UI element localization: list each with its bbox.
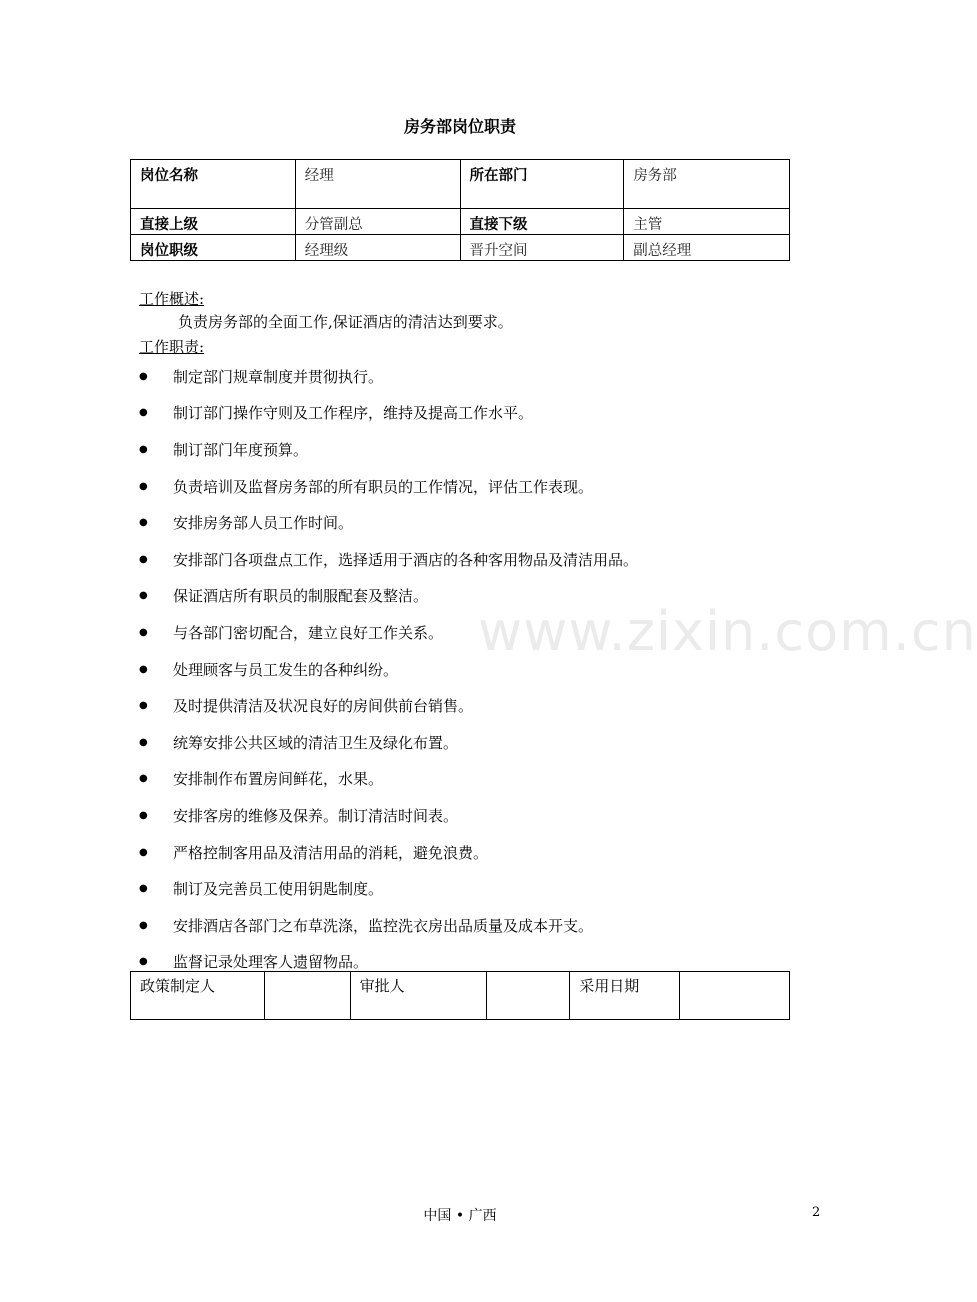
duty-text: 安排酒店各部门之布草洗涤，监控洗衣房出品质量及成本开支。 (173, 916, 594, 935)
list-item (139, 395, 779, 432)
bullet-icon: ● (139, 553, 148, 565)
bullet-icon: ● (139, 809, 148, 821)
duty-text: 制定部门规章制度并贯彻执行。 (173, 367, 384, 386)
duty-text: 严格控制客用品及清洁用品的消耗，避免浪费。 (173, 843, 489, 862)
approver-label: 审批人 (350, 972, 487, 1020)
position-name-label: 岗位名称 (131, 160, 296, 209)
bullet-icon: ● (139, 846, 148, 858)
adopt-date-field[interactable] (680, 972, 790, 1020)
bullet-icon: ● (139, 773, 148, 785)
duty-text: 制订及完善员工使用钥匙制度。 (173, 880, 384, 899)
duty-text: 监督记录处理客人遗留物品。 (173, 953, 369, 972)
duty-text: 处理顾客与员工发生的各种纠纷。 (173, 660, 399, 679)
duty-text: 负责培训及监督房务部的所有职员的工作情况，评估工作表现。 (173, 477, 594, 496)
watermark-text: www.zixin.com.cn (478, 600, 977, 663)
promotion-space-value: 副总经理 (624, 235, 790, 261)
bullet-icon: ● (139, 956, 148, 968)
bullet-icon: ● (139, 919, 148, 931)
footer-location: 中国 • 广西 (423, 1208, 497, 1224)
bullet-icon: ● (139, 700, 148, 712)
duty-text: 制订部门操作守则及工作程序，维持及提高工作水平。 (173, 404, 534, 423)
duty-text: 制订部门年度预算。 (173, 440, 309, 459)
list-item (139, 724, 779, 761)
bullet-icon: ● (139, 626, 148, 638)
duties-heading: 工作职责: (139, 338, 205, 356)
bullet-icon: ● (139, 443, 148, 455)
bullet-icon: ● (139, 407, 148, 419)
bullet-icon: ● (139, 517, 148, 529)
duty-text: 安排制作布置房间鲜花，水果。 (173, 770, 384, 789)
direct-superior-label: 直接上级 (131, 209, 296, 235)
department-label: 所在部门 (460, 160, 624, 209)
bullet-icon: ● (139, 590, 148, 602)
position-name-value: 经理 (295, 160, 460, 209)
duty-text: 安排房务部人员工作时间。 (173, 514, 354, 533)
position-level-value: 经理级 (295, 235, 460, 261)
duty-text: 及时提供清洁及状况良好的房间供前台销售。 (173, 697, 474, 716)
duty-text: 与各部门密切配合，建立良好工作关系。 (173, 623, 444, 642)
list-item (139, 541, 779, 578)
policy-maker-field[interactable] (264, 972, 350, 1020)
list-item (139, 358, 779, 395)
direct-subordinate-value: 主管 (624, 209, 790, 235)
list-item (139, 797, 779, 834)
list-item (139, 431, 779, 468)
table-row (131, 160, 790, 209)
direct-superior-value: 分管副总 (295, 209, 460, 235)
position-info-table (130, 159, 790, 261)
direct-subordinate-label: 直接下级 (460, 209, 624, 235)
bullet-icon: ● (139, 370, 148, 382)
duties-list (139, 358, 779, 980)
list-item (139, 687, 779, 724)
bullet-icon: ● (139, 883, 148, 895)
duty-text: 统筹安排公共区域的清洁卫生及绿化布置。 (173, 733, 459, 752)
overview-heading: 工作概述: (139, 290, 205, 308)
list-item (139, 504, 779, 541)
duty-text: 安排部门各项盘点工作，选择适用于酒店的各种客用物品及清洁用品。 (173, 550, 639, 569)
approver-field[interactable] (487, 972, 570, 1020)
bullet-icon: ● (139, 480, 148, 492)
adopt-date-label: 采用日期 (570, 972, 680, 1020)
list-item (139, 468, 779, 505)
overview-text: 负责房务部的全面工作,保证酒店的清洁达到要求。 (178, 313, 513, 331)
page-number: 2 (812, 1205, 821, 1220)
table-row (131, 972, 790, 1020)
bullet-icon: ● (139, 663, 148, 675)
promotion-space-label: 晋升空间 (460, 235, 624, 261)
list-item (139, 761, 779, 798)
list-item (139, 907, 779, 944)
department-value: 房务部 (624, 160, 790, 209)
table-row (131, 209, 790, 235)
document-title: 房务部岗位职责 (403, 117, 516, 136)
approval-table (130, 971, 790, 1020)
list-item (139, 870, 779, 907)
policy-maker-label: 政策制定人 (131, 972, 265, 1020)
duty-text: 安排客房的维修及保养。制订清洁时间表。 (173, 806, 459, 825)
bullet-icon: ● (139, 736, 148, 748)
position-level-label: 岗位职级 (131, 235, 296, 261)
list-item (139, 834, 779, 871)
table-row (131, 235, 790, 261)
duty-text: 保证酒店所有职员的制服配套及整洁。 (173, 587, 429, 606)
